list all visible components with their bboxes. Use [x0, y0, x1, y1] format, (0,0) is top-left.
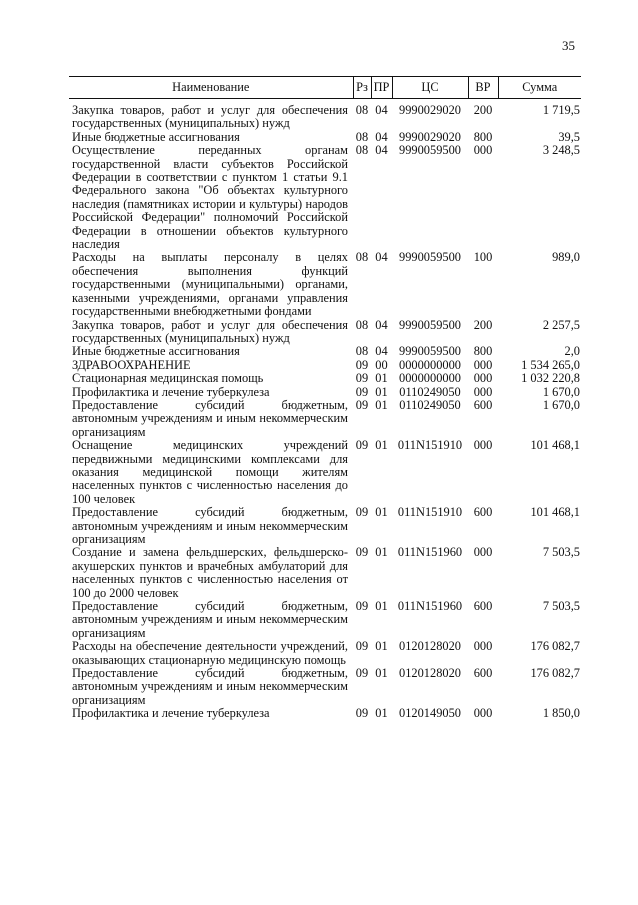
- cell-pr: 04: [375, 344, 388, 359]
- cell-cs: 0000000000: [399, 357, 461, 372]
- cell-cs: 011N151960: [397, 545, 463, 560]
- header-pr: ПР: [371, 77, 392, 99]
- cell-cs: 011N151960: [397, 599, 463, 614]
- table-row: [69, 600, 581, 640]
- cell-sum: 39,5: [558, 129, 580, 144]
- cell-vr: 800: [473, 344, 493, 359]
- cell-rz: 08: [355, 103, 369, 117]
- cell-rz: 09: [355, 545, 369, 560]
- cell-pr: 01: [375, 384, 388, 399]
- cell-name: Предоставление субсидий бюджетным, автономным учреждениям и иным некоммерческим организациям: [72, 666, 348, 707]
- table-row: [69, 104, 581, 131]
- cell-name: Иные бюджетные ассигнования: [72, 344, 240, 359]
- cell-name: ЗДРАВООХРАНЕНИЕ: [72, 357, 191, 372]
- cell-vr: 200: [473, 317, 493, 332]
- header-sum: Сумма: [498, 77, 581, 99]
- cell-rz: 09: [355, 599, 369, 614]
- cell-name: Предоставление субсидий бюджетным, автономным учреждениям и иным некоммерческим организациям: [72, 397, 348, 439]
- cell-name: Создание и замена фельдшерских, фельдшерско-акушерских пунктов и врачебных амбулаторий для населенных пунктов с численностью населения от 100 до 2000 человек: [72, 545, 348, 600]
- cell-pr: 01: [375, 505, 388, 520]
- page-number: 35: [562, 38, 575, 53]
- cell-sum: 1 534 265,0: [521, 357, 580, 372]
- cell-vr: 000: [473, 384, 493, 399]
- cell-cs: 9990059500: [399, 344, 461, 359]
- table-row: [69, 372, 581, 385]
- cell-name: Оснащение медицинских учреждений передвижными медицинскими комплексами для оказания медицинской помощи жителям населенных пунктов с численностью населения до 100 человек: [72, 438, 348, 506]
- cell-vr: 000: [473, 545, 493, 560]
- cell-sum: 2,0: [564, 344, 580, 359]
- cell-name: Осуществление переданных органам государственной власти субъектов Российской Федерации в соответствии с пунктом 1 статьи 9.1 Федерального закона "Об объектах культурного наследия (памятниках истории и культуры) народов Российской Федерации" полномочий Российской Федерации в отношении объектов культурного наследия: [72, 143, 348, 252]
- cell-vr: 000: [473, 371, 493, 386]
- table-row: [69, 386, 581, 399]
- table-header: [69, 77, 581, 105]
- cell-name: Расходы на выплаты персоналу в целях обеспечения выполнения функций государственными (муниципальными) органами, казенными учреждениями, органами управления государственными внебюджетными фондами: [72, 250, 348, 319]
- cell-pr: 01: [375, 599, 388, 614]
- cell-vr: 000: [473, 357, 493, 372]
- cell-cs: 9990059500: [399, 250, 461, 265]
- cell-name: Профилактика и лечение туберкулеза: [72, 706, 270, 721]
- cell-cs: 0110249050: [399, 384, 461, 399]
- table-row: [69, 345, 581, 358]
- header-cs: ЦС: [392, 77, 468, 99]
- cell-sum: 7 503,5: [542, 545, 580, 560]
- cell-name: Иные бюджетные ассигнования: [72, 129, 240, 144]
- cell-vr: 600: [473, 505, 493, 520]
- cell-sum: 176 082,7: [530, 666, 580, 681]
- cell-pr: 04: [375, 129, 388, 144]
- cell-pr: 01: [375, 639, 388, 654]
- cell-name: Расходы на обеспечение деятельности учреждений, оказывающих стационарную медицинскую помощь: [72, 639, 348, 667]
- cell-pr: 01: [375, 666, 388, 681]
- cell-rz: 09: [355, 397, 369, 412]
- cell-cs: 9990029020: [399, 103, 461, 117]
- cell-vr: 100: [473, 250, 493, 265]
- cell-sum: 101 468,1: [530, 505, 580, 520]
- cell-sum: 7 503,5: [542, 599, 580, 614]
- cell-cs: 0120128020: [399, 639, 461, 654]
- cell-pr: 01: [375, 438, 388, 453]
- table-row: [69, 251, 581, 318]
- cell-name: Стационарная медицинская помощь: [72, 371, 264, 386]
- cell-rz: 09: [355, 438, 369, 453]
- cell-vr: 600: [473, 666, 493, 681]
- cell-sum: 101 468,1: [530, 438, 580, 453]
- table-row: [69, 359, 581, 372]
- cell-vr: 600: [473, 599, 493, 614]
- cell-rz: 08: [355, 250, 369, 265]
- cell-name: Закупка товаров, работ и услуг для обеспечения государственных (муниципальных) нужд: [72, 103, 348, 131]
- cell-name: Предоставление субсидий бюджетным, автономным учреждениям и иным некоммерческим организациям: [72, 505, 348, 546]
- cell-rz: 08: [355, 129, 369, 144]
- cell-rz: 09: [355, 357, 369, 372]
- cell-pr: 04: [375, 250, 388, 265]
- cell-rz: 09: [355, 371, 369, 386]
- table-row: [69, 399, 581, 439]
- cell-vr: 000: [473, 639, 493, 654]
- cell-pr: 01: [375, 397, 388, 412]
- cell-sum: 2 257,5: [542, 317, 580, 332]
- cell-rz: 09: [355, 666, 369, 681]
- header-name: Наименование: [69, 77, 353, 99]
- cell-vr: 800: [473, 129, 493, 144]
- cell-cs: 0120128020: [399, 666, 461, 681]
- cell-vr: 200: [473, 103, 493, 117]
- table-row: [69, 439, 581, 506]
- cell-pr: 04: [375, 317, 388, 332]
- cell-vr: 000: [473, 438, 493, 453]
- header-vr: ВР: [468, 77, 498, 99]
- cell-rz: 08: [355, 143, 369, 158]
- cell-sum: 989,0: [552, 250, 580, 265]
- header-rz: Рз: [353, 77, 371, 99]
- cell-rz: 09: [355, 505, 369, 520]
- cell-rz: 09: [355, 706, 369, 721]
- cell-rz: 09: [355, 639, 369, 654]
- budget-table: [69, 76, 581, 721]
- cell-vr: 000: [473, 143, 493, 158]
- cell-cs: 9990029020: [399, 129, 461, 144]
- cell-cs: 011N151910: [397, 505, 463, 520]
- cell-sum: 176 082,7: [530, 639, 580, 654]
- cell-cs: 0000000000: [399, 371, 461, 386]
- table-row: [69, 546, 581, 600]
- cell-vr: 600: [473, 397, 493, 412]
- cell-vr: 000: [473, 706, 493, 721]
- table-row: [69, 506, 581, 546]
- cell-sum: 1 850,0: [542, 706, 580, 721]
- cell-sum: 1 670,0: [542, 384, 580, 399]
- cell-pr: 00: [375, 357, 388, 372]
- cell-pr: 04: [375, 103, 388, 117]
- cell-sum: 1 032 220,8: [521, 371, 580, 386]
- cell-sum: 3 248,5: [542, 143, 580, 158]
- table-body: [69, 104, 581, 721]
- cell-cs: 011N151910: [397, 438, 463, 453]
- cell-cs: 9990059500: [399, 317, 461, 332]
- table-row: [69, 131, 581, 144]
- table-row: [69, 667, 581, 707]
- cell-sum: 1 670,0: [542, 397, 580, 412]
- table-row: [69, 319, 581, 346]
- cell-sum: 1 719,5: [542, 103, 580, 117]
- cell-cs: 9990059500: [399, 143, 461, 158]
- cell-name: Закупка товаров, работ и услуг для обеспечения государственных (муниципальных) нужд: [72, 317, 348, 345]
- cell-rz: 08: [355, 317, 369, 332]
- cell-pr: 01: [375, 545, 388, 560]
- cell-pr: 01: [375, 706, 388, 721]
- cell-rz: 09: [355, 384, 369, 399]
- cell-pr: 01: [375, 371, 388, 386]
- cell-cs: 0120149050: [399, 706, 461, 721]
- cell-rz: 08: [355, 344, 369, 359]
- cell-pr: 04: [375, 143, 388, 158]
- table-row: [69, 640, 581, 667]
- table-row: [69, 707, 581, 720]
- cell-cs: 0110249050: [399, 397, 461, 412]
- cell-name: Предоставление субсидий бюджетным, автономным учреждениям и иным некоммерческим организациям: [72, 599, 348, 640]
- table-row: [69, 144, 581, 251]
- cell-name: Профилактика и лечение туберкулеза: [72, 384, 270, 399]
